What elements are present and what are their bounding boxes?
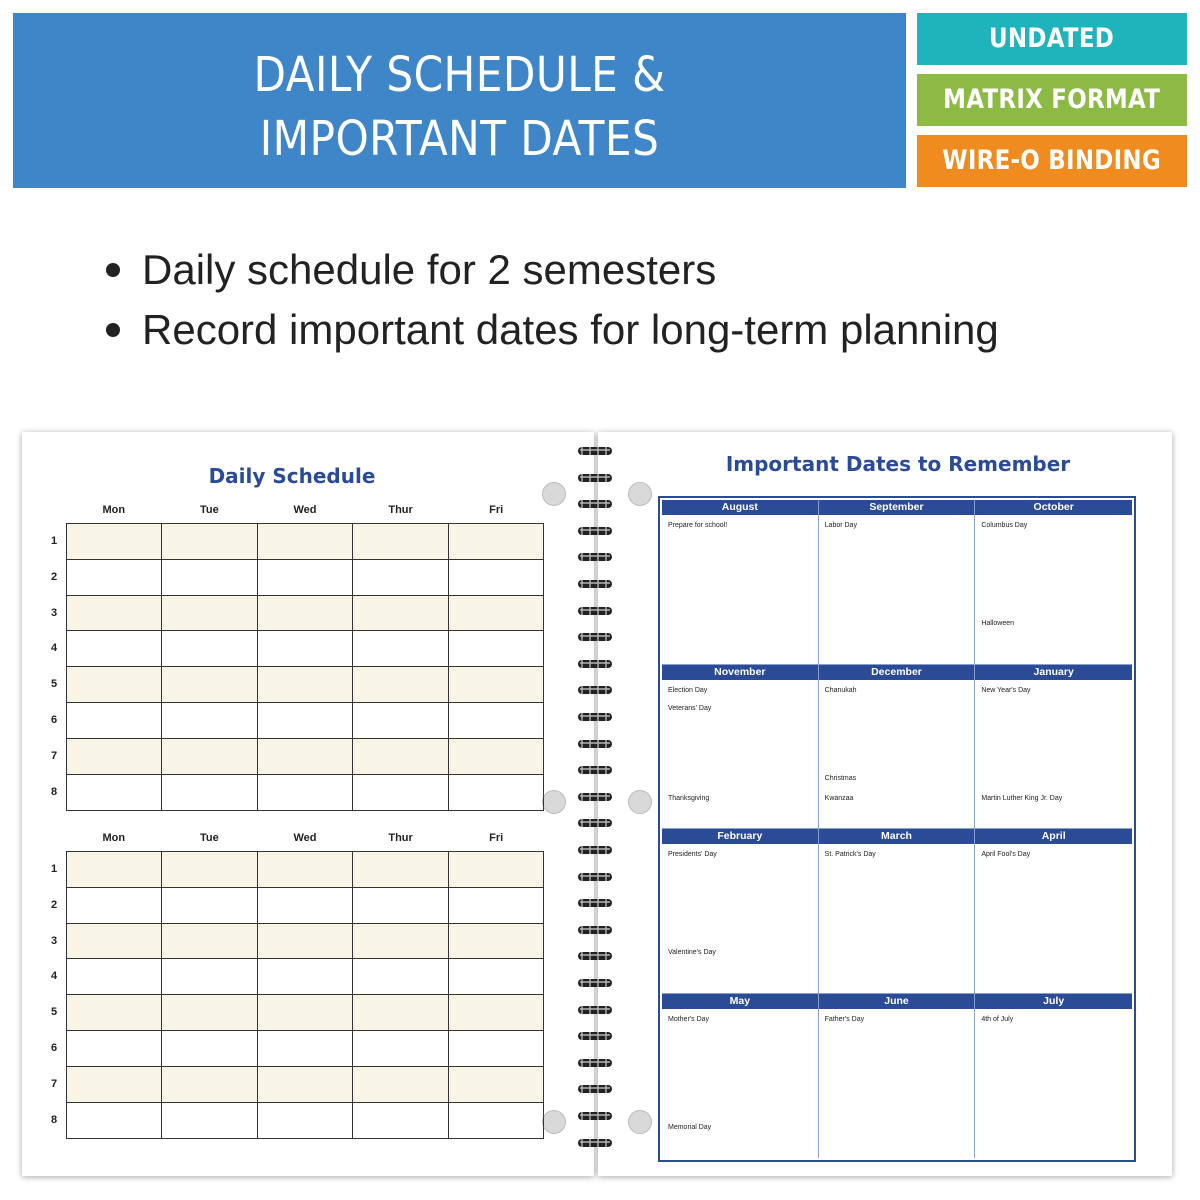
schedule-cell bbox=[162, 667, 257, 702]
schedule-cell bbox=[67, 888, 162, 923]
schedule-cell bbox=[449, 524, 543, 559]
period-number: 7 bbox=[50, 1077, 58, 1090]
schedule-cell bbox=[258, 560, 353, 595]
schedule-cell bbox=[353, 1067, 448, 1102]
binding-ring bbox=[578, 551, 612, 563]
feature-list bbox=[100, 240, 1160, 360]
schedule-cell bbox=[353, 888, 448, 923]
schedule-row bbox=[50, 631, 543, 667]
schedule-cell bbox=[162, 1067, 257, 1102]
holiday-label: Kwanzaa bbox=[824, 794, 854, 802]
holiday-label: Columbus Day bbox=[981, 522, 1028, 529]
schedule-cell bbox=[67, 560, 162, 595]
period-number: 4 bbox=[50, 970, 58, 983]
schedule-cell bbox=[67, 703, 162, 738]
binder-hole bbox=[628, 1110, 652, 1134]
schedule-cell bbox=[353, 959, 448, 994]
schedule-cell bbox=[162, 596, 257, 631]
schedule-cell bbox=[258, 995, 353, 1030]
schedule-cell bbox=[67, 631, 162, 666]
binding-ring bbox=[578, 525, 612, 537]
binding-ring bbox=[578, 791, 612, 803]
schedule-row bbox=[50, 1067, 543, 1103]
holiday-label: Thanksgiving bbox=[668, 794, 710, 802]
schedule-cell bbox=[353, 924, 448, 959]
right-planner-page bbox=[598, 432, 1172, 1176]
day-header: Mon bbox=[102, 504, 126, 516]
period-number: 6 bbox=[50, 713, 58, 726]
binding-ring bbox=[578, 1057, 612, 1069]
holiday-label: Prepare for school! bbox=[668, 522, 728, 529]
schedule-cell bbox=[67, 667, 162, 702]
banner-title-line1: DAILY SCHEDULE & bbox=[253, 47, 666, 103]
schedule-cell bbox=[258, 852, 353, 887]
day-header: Fri bbox=[489, 832, 504, 844]
schedule-cell bbox=[258, 924, 353, 959]
binding-ring bbox=[578, 578, 612, 590]
schedule-grid-semester-1 bbox=[50, 504, 544, 811]
binding-ring bbox=[578, 472, 612, 484]
schedule-cell bbox=[353, 596, 448, 631]
schedule-cell bbox=[67, 524, 162, 559]
schedule-cell bbox=[353, 852, 448, 887]
schedule-cell bbox=[258, 959, 353, 994]
month-name: December bbox=[819, 665, 975, 680]
schedule-grid bbox=[50, 523, 544, 811]
schedule-cell bbox=[162, 524, 257, 559]
period-number: 5 bbox=[50, 678, 58, 691]
month-name: June bbox=[819, 994, 975, 1009]
wire-o-binding bbox=[576, 445, 616, 1165]
binding-ring bbox=[578, 605, 612, 617]
holiday-label: Valentine's Day bbox=[668, 949, 716, 956]
header-banner bbox=[13, 13, 906, 188]
period-number: 3 bbox=[50, 606, 58, 619]
schedule-cell bbox=[67, 1103, 162, 1139]
schedule-cell bbox=[162, 1103, 257, 1139]
schedule-cell bbox=[162, 1031, 257, 1066]
holiday-label: April Fool's Day bbox=[981, 851, 1031, 858]
schedule-cell bbox=[353, 631, 448, 666]
schedule-cell bbox=[449, 631, 543, 666]
binder-hole bbox=[542, 1110, 566, 1134]
schedule-cell bbox=[353, 1031, 448, 1066]
binding-ring bbox=[578, 1137, 612, 1149]
schedule-row bbox=[50, 959, 543, 995]
schedule-cell bbox=[162, 739, 257, 774]
schedule-cell bbox=[449, 924, 543, 959]
binder-hole bbox=[542, 482, 566, 506]
banner-title bbox=[67, 43, 853, 171]
schedule-row bbox=[50, 560, 543, 596]
holiday-label: Election Day bbox=[668, 686, 708, 694]
schedule-cell bbox=[353, 775, 448, 811]
month-box-january bbox=[975, 665, 1132, 830]
schedule-row bbox=[50, 995, 543, 1031]
schedule-cell bbox=[258, 524, 353, 559]
holiday-label: 4th of July bbox=[981, 1015, 1014, 1023]
schedule-cell bbox=[449, 995, 543, 1030]
schedule-cell bbox=[353, 1103, 448, 1139]
holiday-label: Martin Luther King Jr. Day bbox=[981, 794, 1063, 802]
period-number: 8 bbox=[50, 785, 58, 798]
schedule-cell bbox=[258, 888, 353, 923]
daily-schedule-title: Daily Schedule bbox=[208, 464, 376, 488]
period-number: 4 bbox=[50, 642, 58, 655]
schedule-cell bbox=[449, 596, 543, 631]
holiday-label: Veterans' Day bbox=[668, 704, 712, 712]
month-box-march bbox=[819, 829, 976, 994]
schedule-row bbox=[50, 703, 543, 739]
schedule-cell bbox=[67, 596, 162, 631]
schedule-cell bbox=[258, 775, 353, 811]
month-name: October bbox=[975, 500, 1132, 515]
schedule-cell bbox=[162, 888, 257, 923]
binding-ring bbox=[578, 1004, 612, 1016]
schedule-cell bbox=[67, 739, 162, 774]
month-name: January bbox=[975, 665, 1132, 680]
binding-ring bbox=[578, 950, 612, 962]
schedule-cell bbox=[353, 524, 448, 559]
month-name: April bbox=[975, 829, 1132, 844]
period-number: 3 bbox=[50, 934, 58, 947]
schedule-row bbox=[50, 596, 543, 632]
schedule-cell bbox=[162, 703, 257, 738]
schedule-cell bbox=[449, 959, 543, 994]
period-number: 8 bbox=[50, 1113, 58, 1126]
schedule-cell bbox=[162, 560, 257, 595]
schedule-cell bbox=[353, 995, 448, 1030]
schedule-row bbox=[50, 739, 543, 775]
schedule-cell bbox=[353, 667, 448, 702]
tag-wire-o-binding: WIRE-O BINDING bbox=[917, 135, 1187, 187]
schedule-cell bbox=[258, 1067, 353, 1102]
binding-ring bbox=[578, 764, 612, 776]
schedule-cell bbox=[67, 1031, 162, 1066]
schedule-cell bbox=[449, 852, 543, 887]
holiday-label: Labor Day bbox=[824, 522, 857, 529]
schedule-cell bbox=[162, 995, 257, 1030]
month-box-april bbox=[975, 829, 1132, 994]
month-box-july bbox=[975, 994, 1132, 1159]
holiday-label: Father's Day bbox=[824, 1015, 865, 1023]
period-number: 7 bbox=[50, 749, 58, 762]
important-dates-matrix bbox=[658, 496, 1136, 1162]
schedule-cell bbox=[67, 775, 162, 811]
binding-ring bbox=[578, 445, 612, 457]
month-box-november bbox=[662, 665, 819, 830]
binding-ring bbox=[578, 711, 612, 723]
period-number: 1 bbox=[50, 535, 58, 547]
schedule-row bbox=[50, 1031, 543, 1067]
schedule-cell bbox=[67, 995, 162, 1030]
binding-ring bbox=[578, 871, 612, 883]
binder-hole bbox=[628, 482, 652, 506]
day-headers bbox=[66, 832, 544, 851]
schedule-cell bbox=[449, 1031, 543, 1066]
day-header: Tue bbox=[200, 504, 219, 516]
day-header: Mon bbox=[102, 832, 126, 844]
period-number: 2 bbox=[50, 570, 58, 583]
day-header: Thur bbox=[388, 504, 413, 516]
schedule-grid bbox=[50, 851, 544, 1139]
feature-bullet: Record important dates for long-term planning bbox=[100, 300, 1160, 360]
month-name: May bbox=[662, 994, 818, 1009]
schedule-cell bbox=[67, 1067, 162, 1102]
banner-title-line2: IMPORTANT DATES bbox=[259, 111, 660, 167]
schedule-cell bbox=[449, 667, 543, 702]
period-number: 1 bbox=[50, 863, 58, 875]
schedule-grid-semester-2 bbox=[50, 832, 544, 1139]
schedule-cell bbox=[353, 560, 448, 595]
holiday-label: Memorial Day bbox=[668, 1123, 712, 1131]
month-box-february bbox=[662, 829, 819, 994]
binding-ring bbox=[578, 631, 612, 643]
schedule-cell bbox=[449, 888, 543, 923]
day-header: Thur bbox=[388, 832, 413, 844]
schedule-cell bbox=[67, 924, 162, 959]
day-header: Tue bbox=[200, 832, 219, 844]
month-box-may bbox=[662, 994, 819, 1159]
schedule-cell bbox=[449, 560, 543, 595]
binding-ring bbox=[578, 844, 612, 856]
schedule-cell bbox=[162, 959, 257, 994]
month-name: March bbox=[819, 829, 975, 844]
month-name: February bbox=[662, 829, 818, 844]
schedule-cell bbox=[258, 596, 353, 631]
schedule-cell bbox=[353, 703, 448, 738]
binder-hole bbox=[628, 790, 652, 814]
feature-bullet: Daily schedule for 2 semesters bbox=[100, 240, 1160, 300]
binding-ring bbox=[578, 924, 612, 936]
schedule-cell bbox=[258, 703, 353, 738]
binding-ring bbox=[578, 658, 612, 670]
schedule-cell bbox=[449, 739, 543, 774]
schedule-cell bbox=[258, 631, 353, 666]
schedule-row bbox=[50, 1103, 543, 1139]
schedule-cell bbox=[67, 959, 162, 994]
month-box-december bbox=[819, 665, 976, 830]
holiday-label: Chanukah bbox=[824, 686, 857, 694]
month-box-september bbox=[819, 500, 976, 665]
day-headers bbox=[66, 504, 544, 523]
binding-ring bbox=[578, 1030, 612, 1042]
month-name: November bbox=[662, 665, 818, 680]
month-name: August bbox=[662, 500, 818, 515]
schedule-row bbox=[50, 667, 543, 703]
day-header: Wed bbox=[293, 504, 317, 516]
schedule-row bbox=[50, 852, 543, 888]
month-box-october bbox=[975, 500, 1132, 665]
schedule-row bbox=[50, 775, 543, 811]
left-planner-page bbox=[22, 432, 594, 1176]
schedule-cell bbox=[162, 775, 257, 811]
schedule-cell bbox=[162, 631, 257, 666]
holiday-label: Presidents' Day bbox=[668, 851, 717, 858]
schedule-cell bbox=[449, 1067, 543, 1102]
binder-hole bbox=[542, 790, 566, 814]
binding-ring bbox=[578, 738, 612, 750]
schedule-cell bbox=[449, 775, 543, 811]
period-number: 2 bbox=[50, 898, 58, 911]
schedule-cell bbox=[258, 1103, 353, 1139]
binding-ring bbox=[578, 897, 612, 909]
binding-ring bbox=[578, 817, 612, 829]
holiday-label: Mother's Day bbox=[668, 1015, 710, 1023]
binding-ring bbox=[578, 684, 612, 696]
schedule-row bbox=[50, 924, 543, 960]
schedule-cell bbox=[162, 852, 257, 887]
schedule-row bbox=[50, 524, 543, 560]
schedule-cell bbox=[258, 1031, 353, 1066]
holiday-label: Halloween bbox=[981, 620, 1015, 627]
tag-undated: UNDATED bbox=[917, 13, 1187, 65]
schedule-cell bbox=[353, 739, 448, 774]
holiday-label: St. Patrick's Day bbox=[824, 851, 876, 858]
holiday-label: New Year's Day bbox=[981, 686, 1031, 694]
tag-matrix-format: MATRIX FORMAT bbox=[917, 74, 1187, 126]
month-name: July bbox=[975, 994, 1132, 1009]
month-box-june bbox=[819, 994, 976, 1159]
binding-ring bbox=[578, 498, 612, 510]
schedule-cell bbox=[258, 739, 353, 774]
important-dates-title: Important Dates to Remember bbox=[725, 452, 1071, 476]
month-name: September bbox=[819, 500, 975, 515]
binding-ring bbox=[578, 977, 612, 989]
schedule-cell bbox=[258, 667, 353, 702]
day-header: Fri bbox=[489, 504, 504, 516]
schedule-cell bbox=[449, 1103, 543, 1139]
holiday-label: Christmas bbox=[824, 774, 857, 782]
month-box-august bbox=[662, 500, 819, 665]
schedule-row bbox=[50, 888, 543, 924]
schedule-cell bbox=[162, 924, 257, 959]
period-number: 5 bbox=[50, 1006, 58, 1019]
binding-ring bbox=[578, 1083, 612, 1095]
schedule-cell bbox=[449, 703, 543, 738]
period-number: 6 bbox=[50, 1041, 58, 1054]
schedule-cell bbox=[67, 852, 162, 887]
day-header: Wed bbox=[293, 832, 317, 844]
binding-ring bbox=[578, 1110, 612, 1122]
